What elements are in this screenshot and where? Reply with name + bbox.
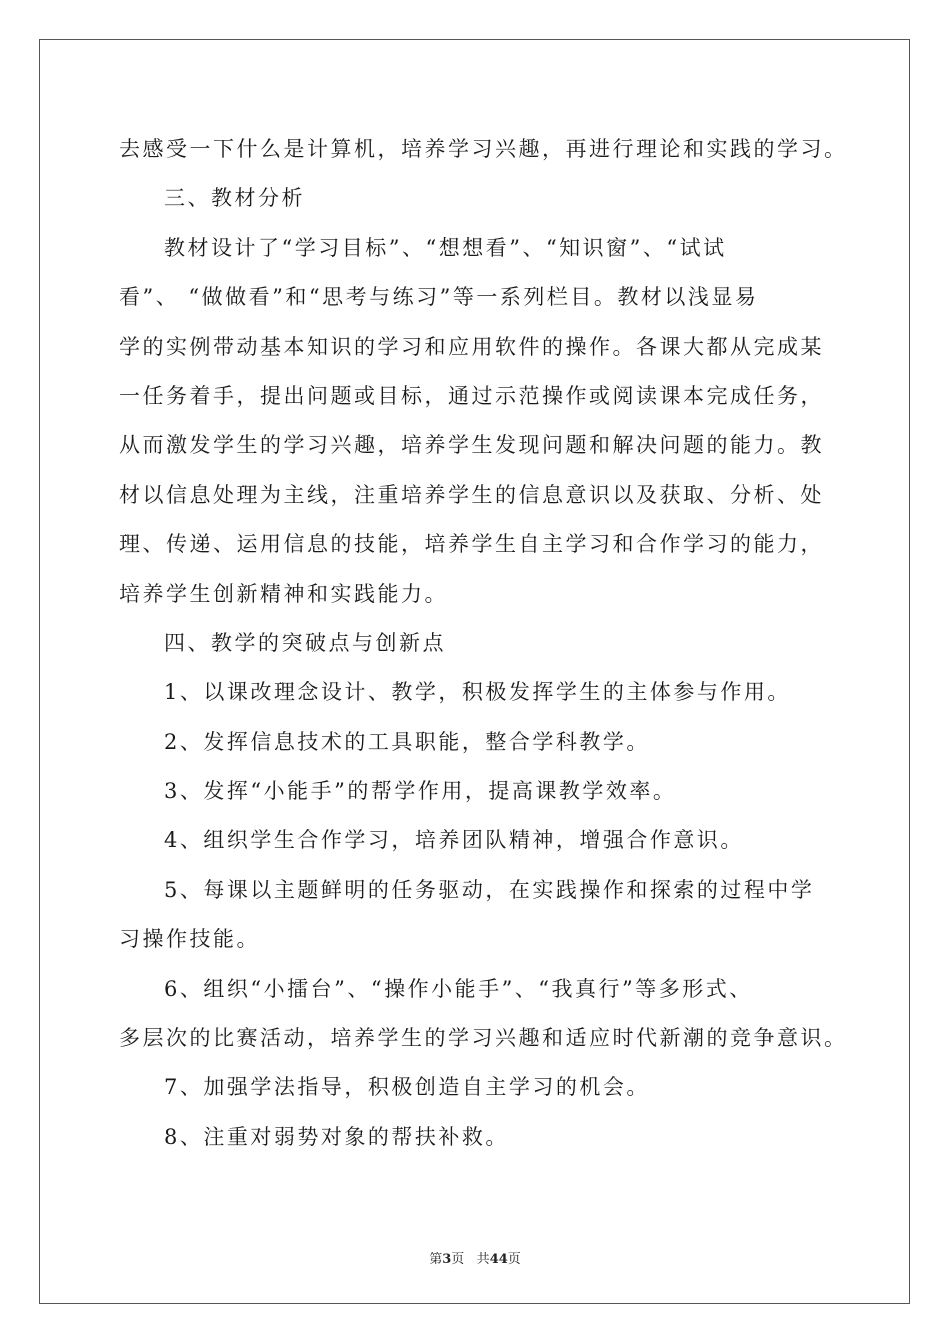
footer-total-pages: 44 [489,1252,508,1267]
text-line: 培养学生创新精神和实践能力。 [119,581,448,606]
page-footer [0,1248,950,1267]
section-heading: 四、教学的突破点与创新点 [164,630,446,655]
text-line: 教材设计了“学习目标”、“想想看”、“知识窗”、“试试 [164,235,727,260]
footer-page-prefix: 第 [429,1252,443,1267]
list-item: 2、发挥信息技术的工具职能，整合学科教学。 [164,729,650,754]
section-heading: 三、教材分析 [164,186,305,211]
footer-total-suffix: 页 [507,1252,521,1267]
document-body [119,125,859,1162]
text-line: 看”、 “做做看”和“思考与练习”等一系列栏目。教材以浅显易 [119,285,759,310]
footer-page-suffix: 页 [451,1252,465,1267]
text-line: 多层次的比赛活动，培养学生的学习兴趣和适应时代新潮的竞争意识。 [119,1026,848,1051]
text-line: 学的实例带动基本知识的学习和应用软件的操作。各课大都从完成某 [119,334,824,359]
text-line: 习操作技能。 [119,927,260,952]
list-item: 5、每课以主题鲜明的任务驱动，在实践操作和探索的过程中学 [164,877,815,902]
list-item: 4、组织学生合作学习，培养团队精神，增强合作意识。 [164,828,744,853]
list-item: 7、加强学法指导，积极创造自主学习的机会。 [164,1075,650,1100]
list-item: 8、注重对弱势对象的帮扶补救。 [164,1124,509,1149]
footer-total-prefix: 共 [476,1252,490,1267]
text-line: 一任务着手，提出问题或目标，通过示范操作或阅读课本完成任务， [119,383,824,408]
list-item: 1、以课改理念设计、教学，积极发挥学生的主体参与作用。 [164,680,791,705]
list-item: 3、发挥“小能手”的帮学作用，提高课教学效率。 [164,779,677,804]
list-item: 6、组织“小擂台”、“操作小能手”、“我真行”等多形式、 [164,976,753,1001]
footer-page-number: 3 [442,1252,452,1267]
text-line: 去感受一下什么是计算机，培养学习兴趣，再进行理论和实践的学习。 [119,137,848,161]
text-line: 材以信息处理为主线，注重培养学生的信息意识以及获取、分析、处 [119,482,824,507]
text-line: 理、传递、运用信息的技能，培养学生自主学习和合作学习的能力， [119,532,824,557]
text-line: 从而激发学生的学习兴趣，培养学生发现问题和解决问题的能力。教 [119,433,824,458]
